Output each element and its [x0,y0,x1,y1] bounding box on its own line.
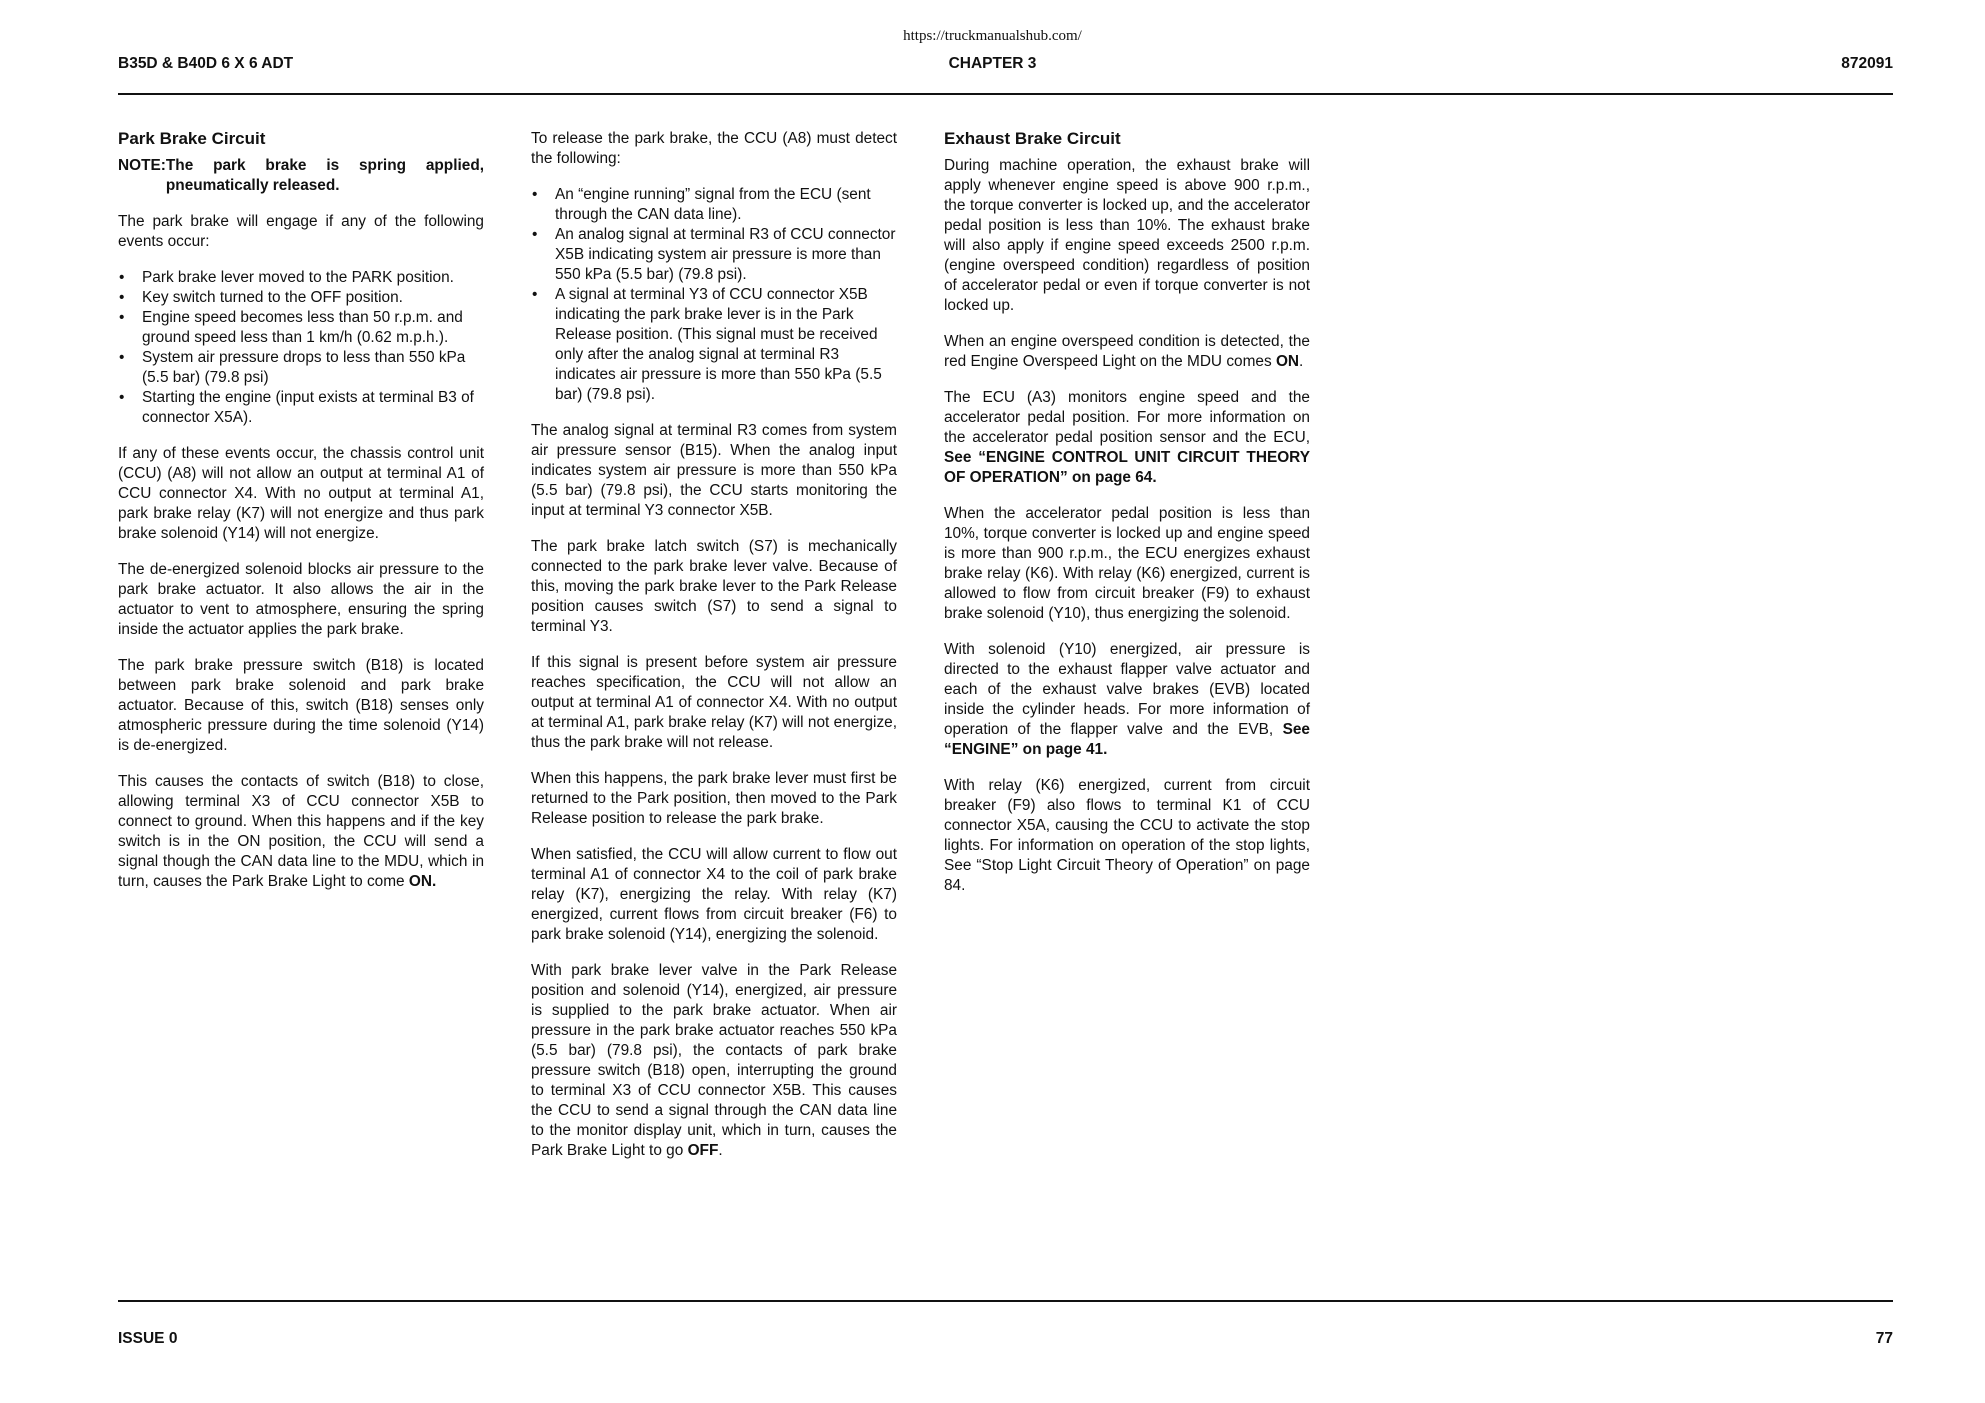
paragraph: When this happens, the park brake lever must first be returned to the Park position, then moved to the Park Release position to release the park brake. [531,770,897,827]
paragraph: When the accelerator pedal position is less than 10%, torque converter is locked up and engine speed is more than 900 r.p.m., the ECU energizes exhaust brake relay (K6). With relay (K6) energized, current is allowed to flow from circuit breaker (F9) to exhaust brake solenoid (Y10), thus energizing the solenoid. [944,505,1310,622]
paragraph-text: This causes the contacts of switch (B18) to close, allowing terminal X3 of CCU connector X5B to connect to ground. When this happens and if the key switch is in the ON position, the CCU will send a signal though the CAN data line to the MDU, which in turn, causes the Park Brake Light to come [118,773,484,890]
page-number: 77 [1875,1330,1893,1347]
bullet-item: • Key switch turned to the OFF position. [118,288,484,308]
bullet-item: • System air pressure drops to less than 550 kPa (5.5 bar) (79.8 psi) [118,348,484,388]
section-heading-exhaust-brake: Exhaust Brake Circuit [944,129,1121,148]
bullet-list [531,185,897,405]
footer-issue: ISSUE 0 [118,1330,178,1347]
paragraph [531,961,897,1161]
paragraph: During machine operation, the exhaust brake will apply whenever engine speed is above 900 r.p.m., the torque converter is locked up, and the accelerator pedal position is less than 10%. The exhaust brake will also apply if engine speed exceeds 2500 r.p.m. (engine overspeed condition) regardless of position of accelerator pedal or even if torque converter is not locked up. [944,157,1310,314]
paragraph-end: . [1299,353,1304,370]
paragraph [118,772,484,892]
column-park-brake-release [531,124,897,1177]
column-exhaust-brake [944,124,1310,912]
paragraph-text: With park brake lever valve in the Park Release position and solenoid (Y14), energized, air pressure is supplied to the park brake actuator. When air pressure in the park brake actuator reaches 550 kPa (5.5 bar) (79.8 psi), the contacts of park brake pressure switch (B18) open, interrupting the ground to terminal X3 of CCU connector X5B. This causes the CCU to send a signal through the CAN data line to the monitor display unit, which in turn, causes the Park Brake Light to go [531,962,897,1159]
bullet-item: • Park brake lever moved to the PARK position. [118,268,484,288]
paragraph-text: With solenoid (Y10) energized, air pressure is directed to the exhaust flapper valve actuator and each of the exhaust valve brakes (EVB) located inside the cylinder heads. For more information of operation of the flapper valve and the EVB, [944,641,1310,738]
header-chapter: CHAPTER 3 [948,55,1037,72]
emphasis-text: OFF [687,1142,719,1159]
paragraph: The de-energized solenoid blocks air pressure to the park brake actuator. It also allows the air in the actuator to vent to atmosphere, ensuring the spring inside the actuator applies the park brake. [118,561,484,638]
header-rule [118,93,1893,95]
bullet-item: • An analog signal at terminal R3 of CCU connector X5B indicating system air pressure is more than 550 kPa (5.5 bar) (79.8 psi). [531,225,897,285]
header-doc-number: 872091 [1841,55,1893,72]
note-block [118,156,484,196]
paragraph: The park brake latch switch (S7) is mechanically connected to the park brake lever valve. Because of this, moving the park brake lever to the Park Release position causes switch (S7) to send a signal to terminal Y3. [531,538,897,635]
paragraph-text: The ECU (A3) monitors engine speed and the accelerator pedal position. For more information on the accelerator pedal position sensor and the ECU, [944,389,1310,446]
paragraph [944,388,1310,488]
paragraph: If any of these events occur, the chassis control unit (CCU) (A8) will not allow an output at terminal A1 of CCU connector X4. With no output at terminal A1, park brake relay (K7) will not energize and thus park brake solenoid (Y14) will not energize. [118,445,484,542]
paragraph: The park brake pressure switch (B18) is located between park brake solenoid and park brake actuator. Because of this, switch (B18) senses only atmospheric pressure during the time solenoid (Y14) is de-energized. [118,657,484,754]
column-park-brake [118,124,484,908]
source-url: https://truckmanualshub.com/ [903,28,1082,44]
cross-reference-link[interactable]: See “ENGINE” on page 41. [944,721,1310,758]
paragraph: The park brake will engage if any of the following events occur: [118,213,484,250]
bullet-item: • Engine speed becomes less than 50 r.p.m. and ground speed less than 1 km/h (0.62 m.p.h.). [118,308,484,348]
paragraph: When satisfied, the CCU will allow current to flow out terminal A1 of connector X4 to the coil of park brake relay (K7), energizing the relay. With relay (K7) energized, current flows from circuit breaker (F6) to park brake solenoid (Y14), energizing the solenoid. [531,846,897,943]
paragraph: The analog signal at terminal R3 comes from system air pressure sensor (B15). When the analog input indicates system air pressure is more than 550 kPa (5.5 bar) (79.8 psi), the CCU starts monitoring the input at terminal Y3 connector X5B. [531,422,897,519]
paragraph: To release the park brake, the CCU (A8) must detect the following: [531,130,897,167]
header-model: B35D & B40D 6 X 6 ADT [118,55,294,72]
paragraph: With relay (K6) energized, current from circuit breaker (F9) also flows to terminal K1 of CCU connector X5A, causing the CCU to activate the stop lights. For information on operation of the stop lights, See “Stop Light Circuit Theory of Operation” on page 84. [944,777,1310,894]
paragraph-text: When an engine overspeed condition is detected, the red Engine Overspeed Light on the MDU comes [944,333,1310,370]
paragraph [944,640,1310,760]
bullet-item: • Starting the engine (input exists at terminal B3 of connector X5A). [118,388,484,428]
note-label: NOTE: [118,157,166,174]
emphasis-text: ON. [408,873,437,890]
paragraph-end: . [718,1142,723,1159]
paragraph: If this signal is present before system air pressure reaches specification, the CCU will not allow an output at terminal A1 of connector X4. With no output at terminal A1, park brake relay (K7) will not energize, thus the park brake will not release. [531,654,897,751]
section-heading-park-brake: Park Brake Circuit [118,129,266,148]
footer-rule [118,1300,1893,1302]
paragraph [944,332,1310,372]
note-text: The park brake is spring applied, pneumatically released. [165,157,484,194]
cross-reference-link[interactable]: See “ENGINE CONTROL UNIT CIRCUIT THEORY OF OPERATION” on page 64. [944,449,1310,486]
bullet-item: • An “engine running” signal from the ECU (sent through the CAN data line). [531,185,897,225]
emphasis-text: ON [1275,353,1300,370]
bullet-list [118,268,484,428]
bullet-item: • A signal at terminal Y3 of CCU connector X5B indicating the park brake lever is in the Park Release position. (This signal must be received only after the analog signal at terminal R3 indicates air pressure is more than 550 kPa (5.5 bar) (79.8 psi). [531,285,897,405]
